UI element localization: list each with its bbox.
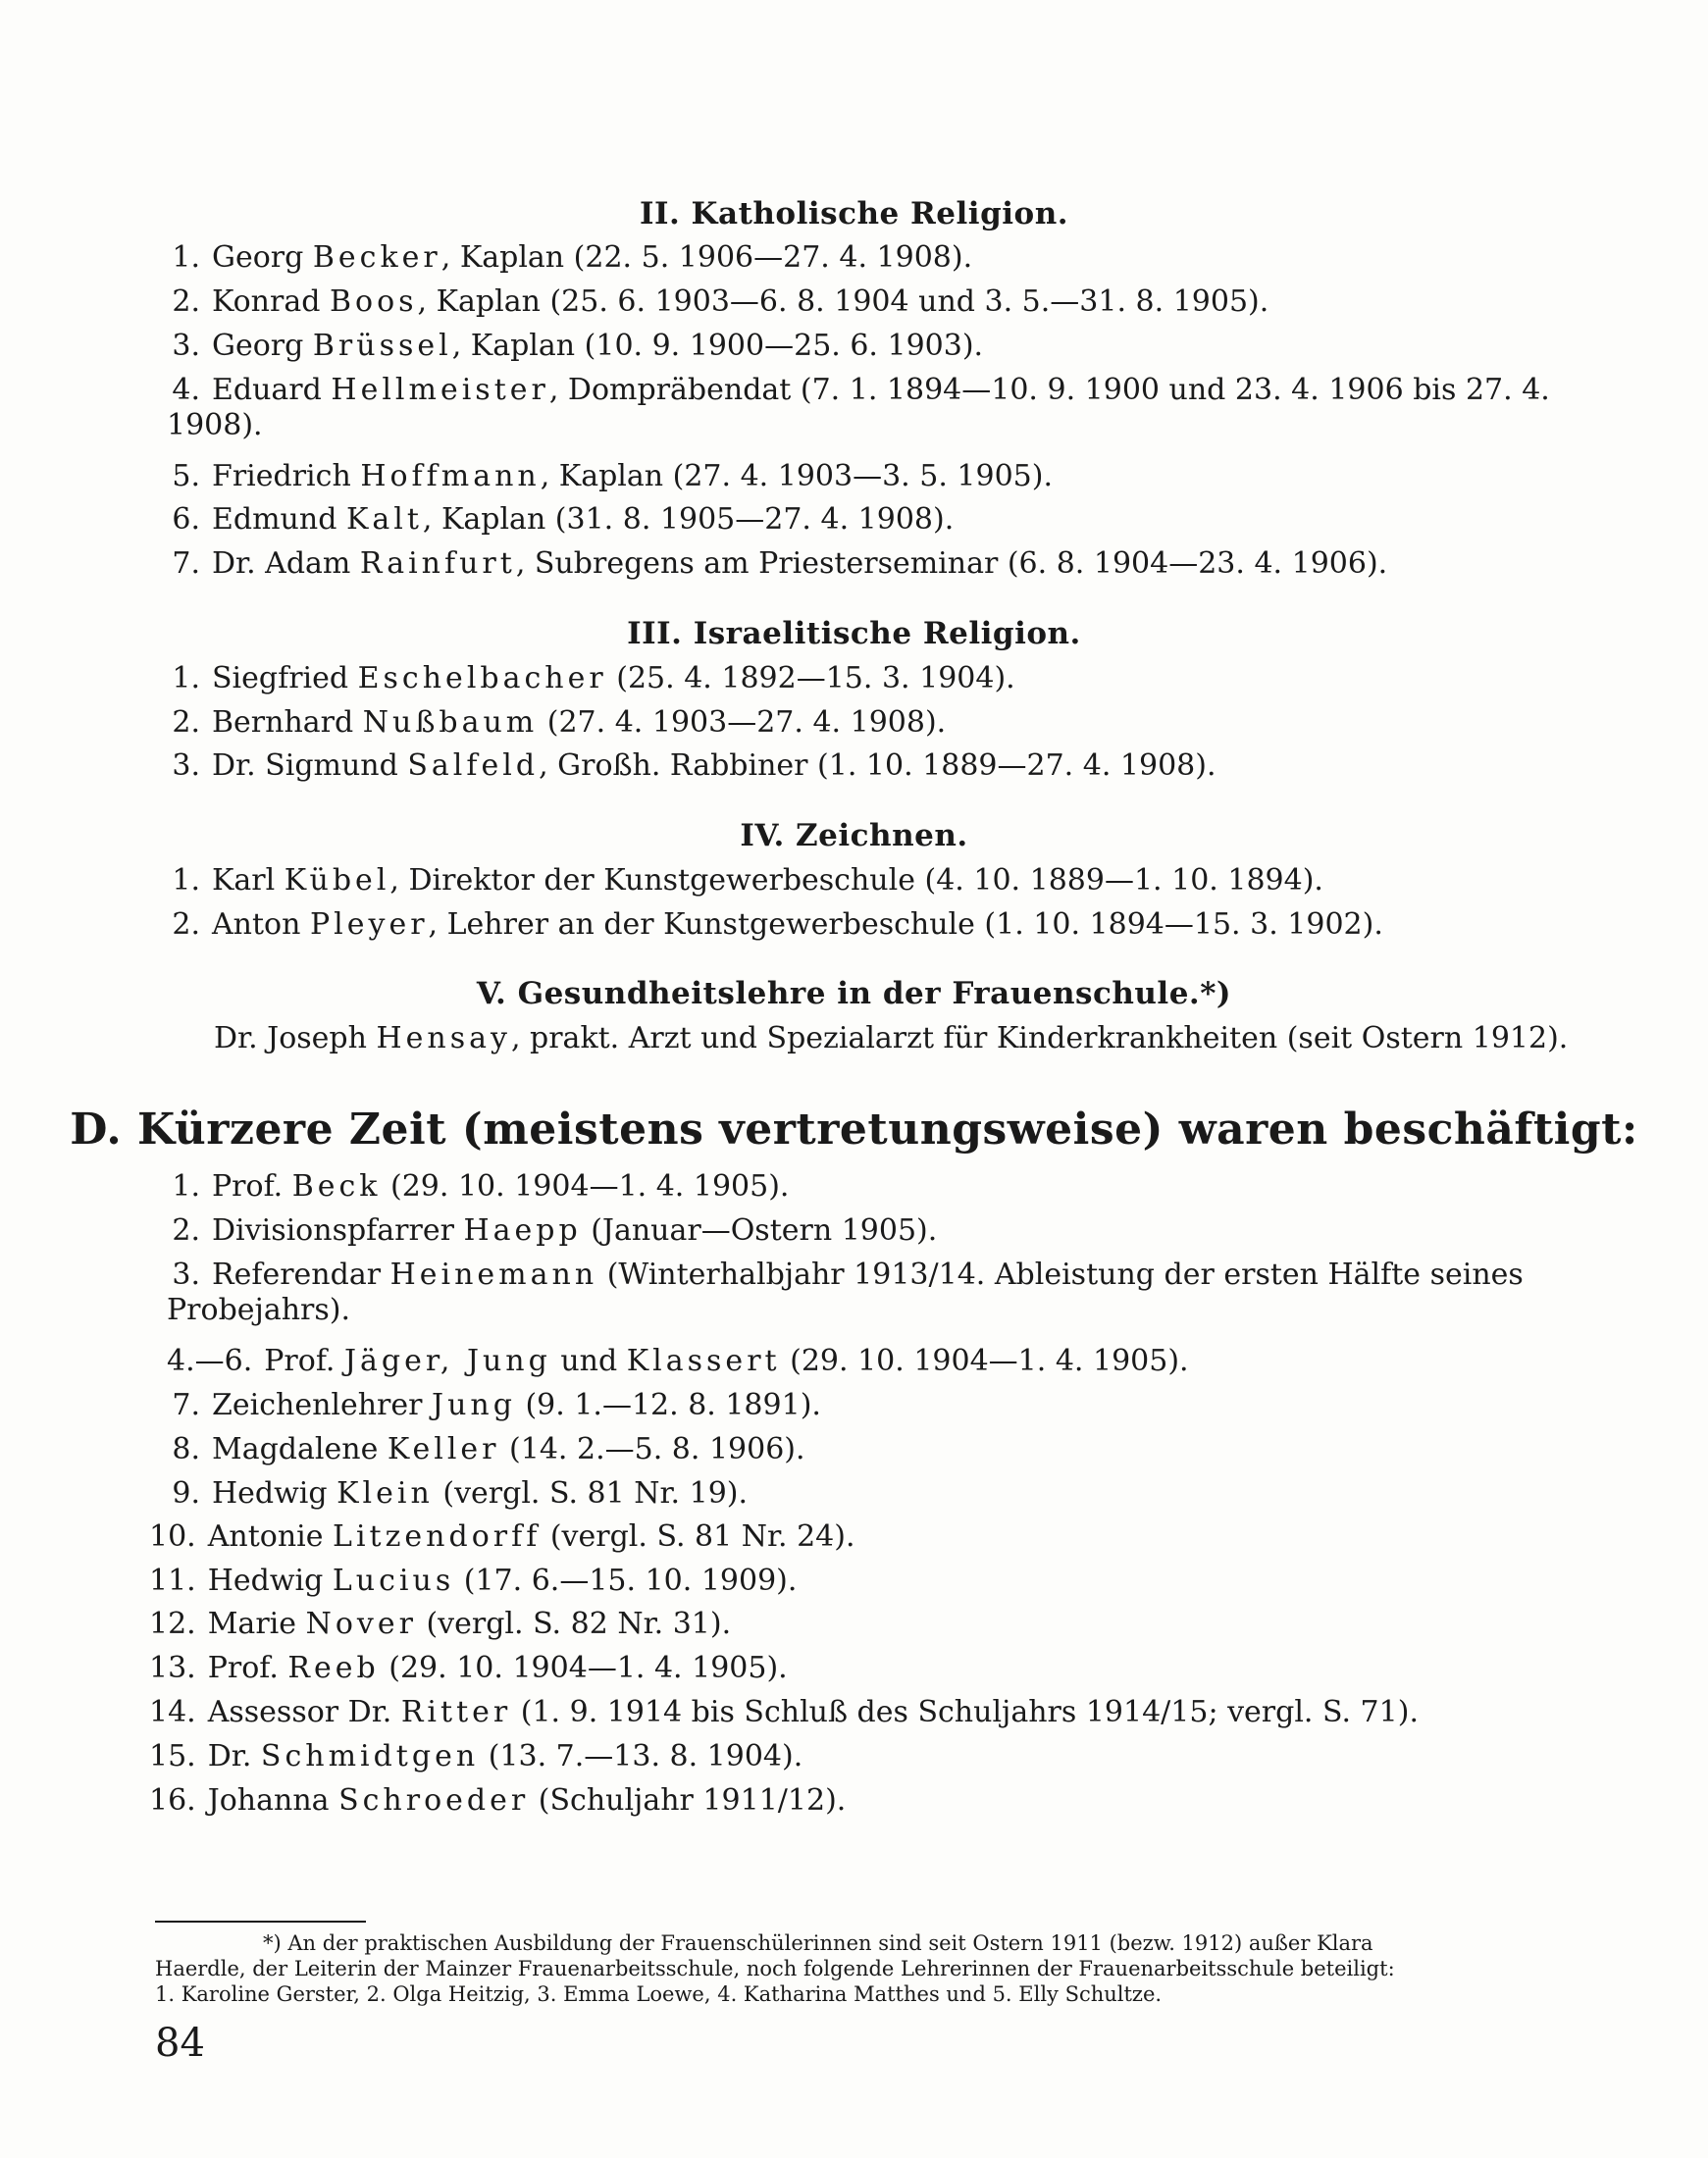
footnote-line: Haerdle, der Leiterin der Mainzer Frauenarbeitsschule, noch folgende Lehrerinnen der Frauenarbeitsschule beteiligt: — [155, 1957, 1395, 1980]
list-item: 13. Prof. Reeb (29. 10. 1904—1. 4. 1905). — [149, 1651, 788, 1685]
list-item: Dr. Joseph Hensay, prakt. Arzt und Spezialarzt für Kinderkrankheiten (seit Ostern 1912). — [214, 1021, 1569, 1055]
list-item: 6. Edmund Kalt, Kaplan (31. 8. 1905—27. 4. 1908). — [172, 502, 955, 537]
list-item: 15. Dr. Schmidtgen (13. 7.—13. 8. 1904). — [149, 1739, 803, 1773]
footnote-line: 1. Karoline Gerster, 2. Olga Heitzig, 3. Emma Loewe, 4. Katharina Matthes und 5. Elly Schultze. — [155, 1982, 1163, 2006]
list-item: 8. Magdalene Keller (14. 2.—5. 8. 1906). — [172, 1432, 805, 1466]
list-item: 9. Hedwig Klein (vergl. S. 81 Nr. 19). — [172, 1476, 749, 1511]
list-item: 10. Antonie Litzendorff (vergl. S. 81 Nr. 24). — [149, 1519, 855, 1554]
section-title-d: D. Kürzere Zeit (meistens vertretungsweise) waren beschäftigt: — [70, 1105, 1638, 1155]
list-item: 2. Konrad Boos, Kaplan (25. 6. 1903—6. 8. 1904 und 3. 5.—31. 8. 1905). — [172, 284, 1269, 319]
list-item: 3. Georg Brüssel, Kaplan (10. 9. 1900—25. 6. 1903). — [172, 329, 984, 363]
list-item: 2. Anton Pleyer, Lehrer an der Kunstgewerbeschule (1. 10. 1894—15. 3. 1902). — [172, 907, 1383, 942]
list-item: 1. Georg Becker, Kaplan (22. 5. 1906—27. 4. 1908). — [172, 240, 973, 275]
list-item: 1. Karl Kübel, Direktor der Kunstgewerbeschule (4. 10. 1889—1. 10. 1894). — [172, 863, 1323, 898]
list-item: 7. Zeichenlehrer Jung (9. 1.—12. 8. 1891). — [172, 1388, 821, 1422]
list-item: 2. Divisionspfarrer Haepp (Januar—Ostern 1905). — [172, 1213, 938, 1248]
footnote-line: *) An der praktischen Ausbildung der Frauenschülerinnen sind seit Ostern 1911 (bezw. 1912) außer Klara — [263, 1931, 1373, 1955]
list-item — [149, 1871, 194, 1906]
list-item: 2. Bernhard Nußbaum (27. 4. 1903—27. 4. 1908). — [172, 705, 947, 740]
list-item: 7. Dr. Adam Rainfurt, Subregens am Priesterseminar (6. 8. 1904—23. 4. 1906). — [172, 546, 1388, 581]
section-title-catholic: II. Katholische Religion. — [639, 196, 1069, 231]
list-item: 4. Eduard Hellmeister, Dompräbendat (7. 1. 1894—10. 9. 1900 und 23. 4. 1906 bis 27. 4. 1908). — [167, 373, 1550, 442]
list-item: 1. Prof. Beck (29. 10. 1904—1. 4. 1905). — [172, 1169, 790, 1204]
section-title-jewish: III. Israelitische Religion. — [627, 616, 1081, 651]
list-item: 3. Referendar Heinemann (Winterhalbjahr 1913/14. Ableistung der ersten Hälfte seines Probejahrs). — [167, 1258, 1524, 1327]
list-item: 16. Johanna Schroeder (Schuljahr 1911/12). — [149, 1783, 847, 1818]
section-title-drawing: IV. Zeichnen. — [740, 818, 968, 853]
list-item: 3. Dr. Sigmund Salfeld, Großh. Rabbiner (1. 10. 1889—27. 4. 1908). — [172, 748, 1216, 783]
list-item: 12. Marie Nover (vergl. S. 82 Nr. 31). — [149, 1607, 732, 1641]
footnote-rule — [155, 1921, 366, 1923]
list-item: 4.—6. Prof. Jäger, Jung und Klassert (29. 10. 1904—1. 4. 1905). — [167, 1344, 1189, 1378]
section-title-health: V. Gesundheitslehre in der Frauenschule.*) — [476, 976, 1232, 1011]
list-item: 14. Assessor Dr. Ritter (1. 9. 1914 bis Schluß des Schuljahrs 1914/15; vergl. S. 71). — [149, 1695, 1419, 1729]
page-number: 84 — [155, 2021, 205, 2066]
list-item: 11. Hedwig Lucius (17. 6.—15. 10. 1909). — [149, 1564, 798, 1598]
list-item — [149, 1826, 194, 1862]
list-item: 1. Siegfried Eschelbacher (25. 4. 1892—15. 3. 1904). — [172, 661, 1015, 695]
list-item: 5. Friedrich Hoffmann, Kaplan (27. 4. 1903—3. 5. 1905). — [172, 459, 1053, 493]
